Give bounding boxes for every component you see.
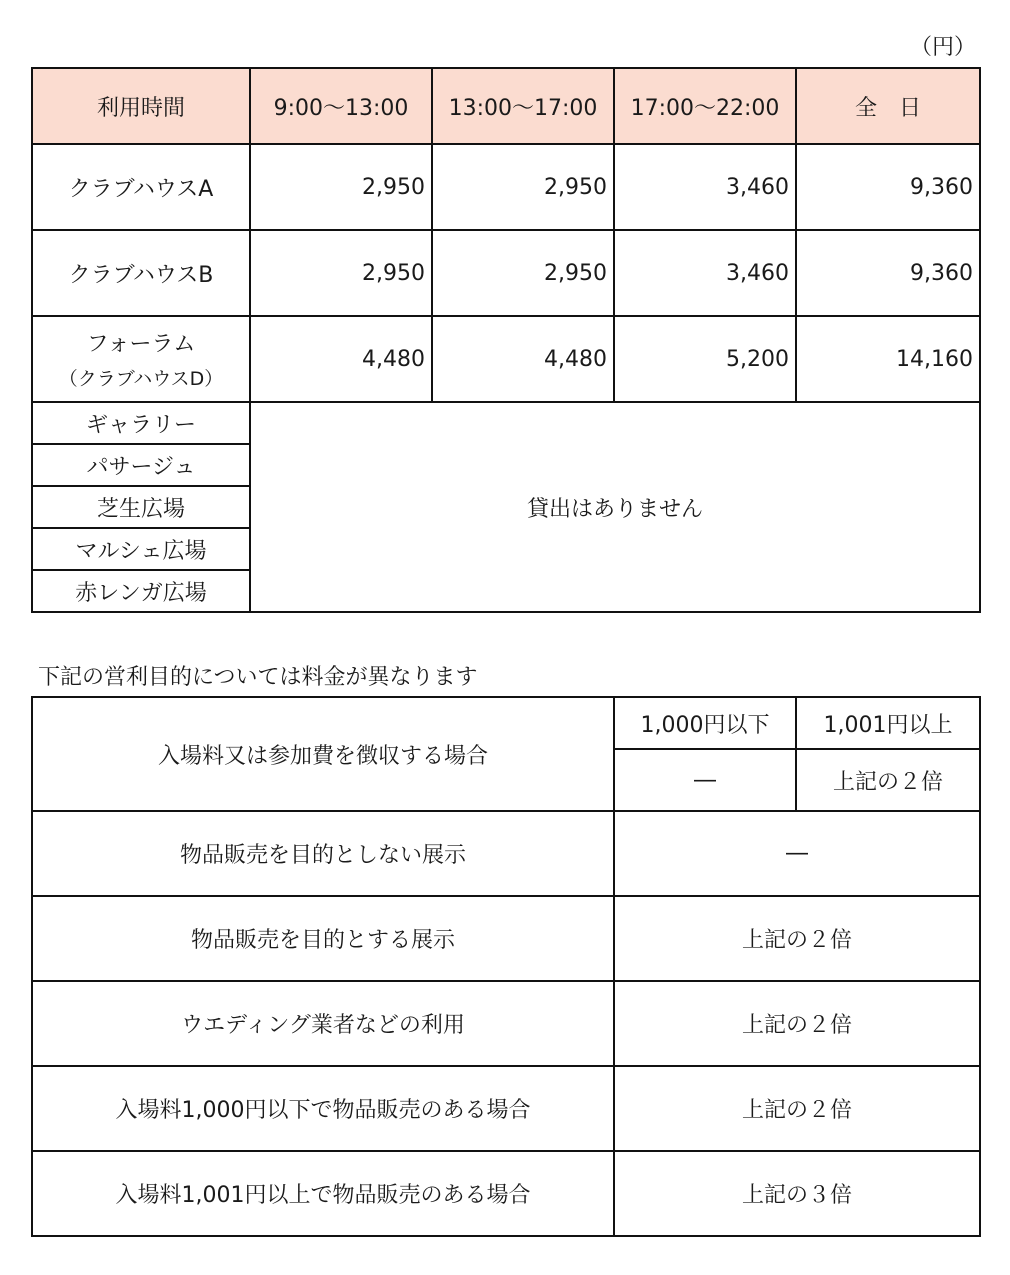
table-row [32,144,980,230]
entry-fee-label: 入場料又は参加費を徴収する場合 [32,697,614,811]
under-value: ― [614,749,796,811]
fee-table [31,67,981,613]
fee-cell: 5,200 [614,316,796,402]
table-row [32,1066,980,1151]
table-row [32,402,980,444]
table-row [32,811,980,896]
row-value: 上記の２倍 [614,1066,980,1151]
fee-cell: 2,950 [250,144,432,230]
table-row [32,316,980,402]
fee-cell: 3,460 [614,230,796,316]
table-row [32,1151,980,1236]
fee-cell: 3,460 [614,144,796,230]
col-under-1000: 1,000円以下 [614,697,796,749]
fee-cell: 9,360 [796,230,980,316]
fee-cell: 4,480 [250,316,432,402]
fee-cell: 4,480 [432,316,614,402]
header-afternoon: 13:00～17:00 [432,68,614,144]
row-label: ウエディング業者などの利用 [32,981,614,1066]
fee-cell: 2,950 [250,230,432,316]
header-usage-time: 利用時間 [32,68,250,144]
place-name: マルシェ広場 [32,528,250,570]
row-value: 上記の３倍 [614,1151,980,1236]
row-label: 入場料1,000円以下で物品販売のある場合 [32,1066,614,1151]
table-row [32,230,980,316]
header-morning: 9:00～13:00 [250,68,432,144]
facility-name: フォーラム [86,332,196,357]
no-rental-cell: 貸出はありません [250,402,980,612]
header-full-day: 全 日 [796,68,980,144]
table-row [32,697,980,749]
fee-cell: 14,160 [796,316,980,402]
table-row [32,896,980,981]
over-value: 上記の２倍 [796,749,980,811]
row-value: 上記の２倍 [614,896,980,981]
header-evening: 17:00～22:00 [614,68,796,144]
commercial-fee-table [31,696,981,1237]
place-name: ギャラリー [32,402,250,444]
row-value: 上記の２倍 [614,981,980,1066]
facility-name: クラブハウスA [32,144,250,230]
facility-subname: （クラブハウスD） [58,368,224,390]
place-name: 芝生広場 [32,486,250,528]
place-name: パサージュ [32,444,250,486]
fee-cell: 9,360 [796,144,980,230]
facility-name-cell [32,316,250,402]
row-label: 物品販売を目的としない展示 [32,811,614,896]
row-value: ― [614,811,980,896]
fee-cell: 2,950 [432,144,614,230]
row-label: 入場料1,001円以上で物品販売のある場合 [32,1151,614,1236]
place-name: 赤レンガ広場 [32,570,250,612]
table-row [32,981,980,1066]
fee-table-header [32,68,980,144]
commercial-note: 下記の営利目的については料金が異なります [38,665,478,690]
unit-label: （円） [910,35,977,60]
facility-name: クラブハウスB [32,230,250,316]
fee-cell: 2,950 [432,230,614,316]
col-over-1001: 1,001円以上 [796,697,980,749]
row-label: 物品販売を目的とする展示 [32,896,614,981]
